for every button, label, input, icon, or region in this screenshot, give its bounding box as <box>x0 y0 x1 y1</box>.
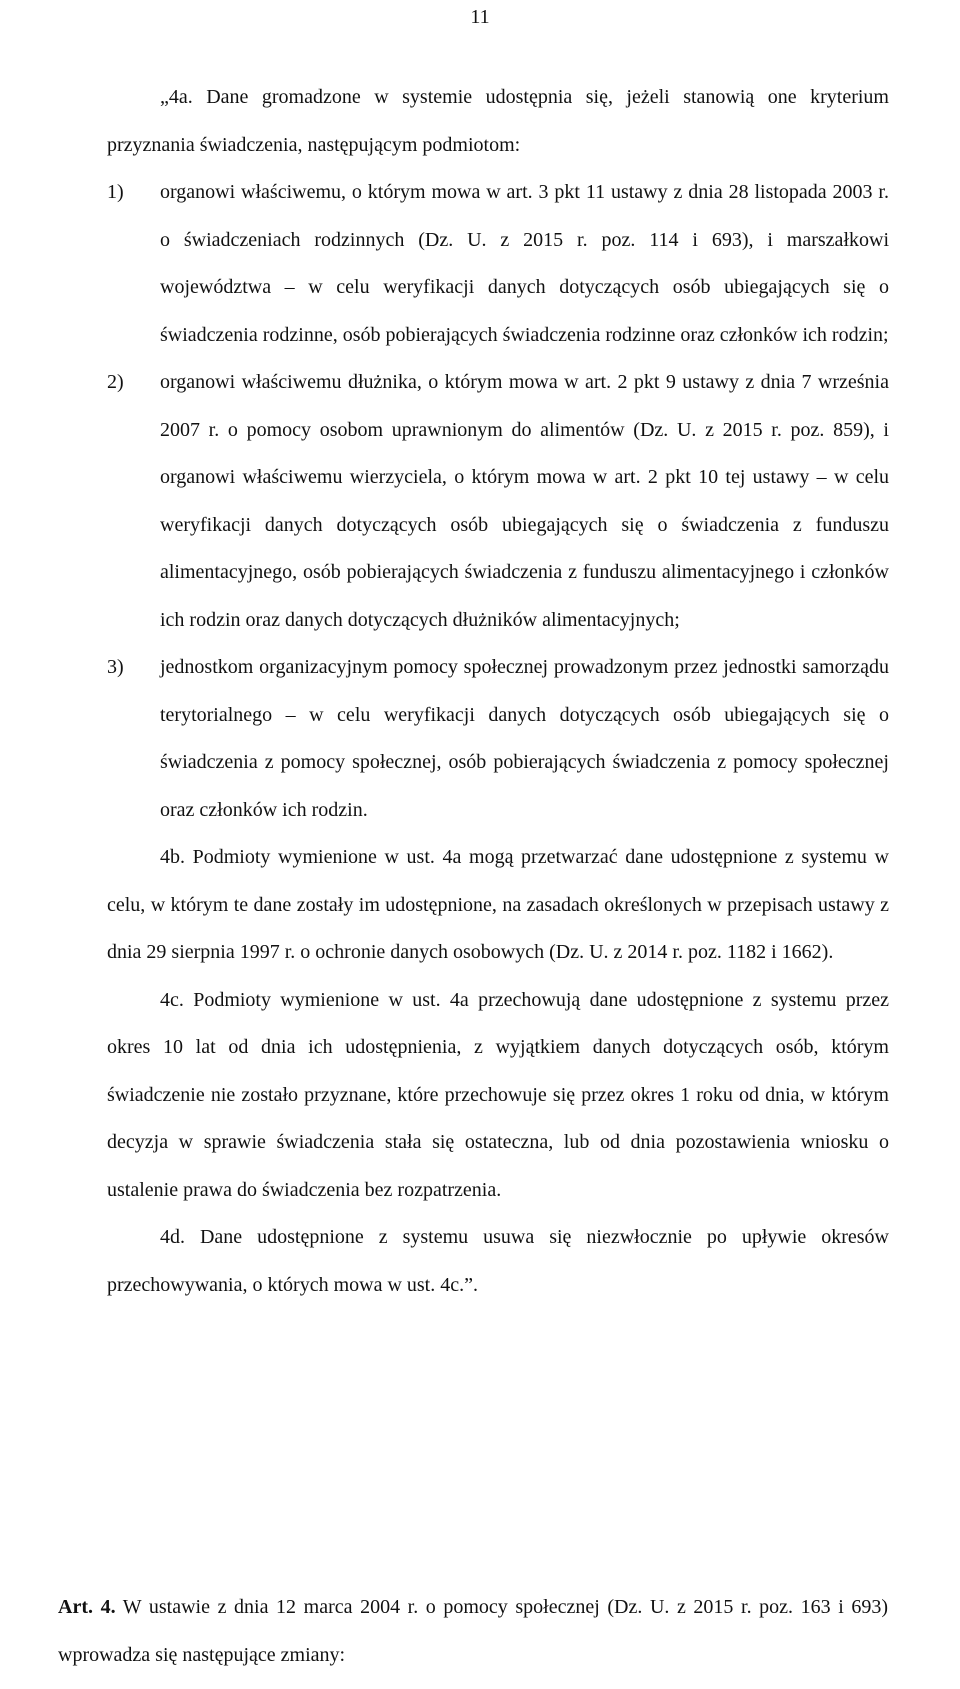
article-text: W ustawie z dnia 12 marca 2004 r. o pomocy społecznej (Dz. U. z 2015 r. poz. 163 i 693) wprowadza się następujące zmiany: <box>58 1596 888 1666</box>
page-number: 11 <box>470 6 490 28</box>
article-label: Art. 4. <box>58 1596 116 1618</box>
list-item-text: jednostkom organizacyjnym pomocy społecznej prowadzonym przez jednostki samorządu terytorialnego – w celu weryfikacji danych dotyczących osób ubiegających się o świadczenia z pomocy społecznej, osób pobierających świadczenia z pomocy społecznej oraz członków ich rodzin. <box>160 656 889 821</box>
paragraph-4d: 4d. Dane udostępnione z systemu usuwa się niezwłocznie po upływie okresów przechowywania, o których mowa w ust. 4c.”. <box>107 1226 889 1296</box>
list-item <box>107 359 889 644</box>
list-item-number: 2) <box>107 371 124 393</box>
list-item-number: 1) <box>107 181 124 203</box>
list-item-text: organowi właściwemu dłużnika, o którym mowa w art. 2 pkt 9 ustawy z dnia 7 września 2007 r. o pomocy osobom uprawnionym do alimentów (Dz. U. z 2015 r. poz. 859), i organowi właściwemu wierzyciela, o którym mowa w art. 2 pkt 10 tej ustawy – w celu weryfikacji danych dotyczących osób ubiegających się o świadczenia z funduszu alimentacyjnego, osób pobierających świadczenia z funduszu alimentacyjnego i członków ich rodzin oraz danych dotyczących dłużników alimentacyjnych; <box>160 371 889 631</box>
paragraph-4c: 4c. Podmioty wymienione w ust. 4a przechowują dane udostępnione z systemu przez okres 10 lat od dnia ich udostępnienia, z wyjątkiem danych dotyczących osób, którym świadczenie nie zostało przyznane, które przechowuje się przez okres 1 roku od dnia, w którym decyzja w sprawie świadczenia stała się ostateczna, lub od dnia pozostawienia wniosku o ustalenie prawa do świadczenia bez rozpatrzenia. <box>107 988 889 1201</box>
list-item-number: 3) <box>107 656 124 678</box>
document-body <box>107 74 889 1309</box>
article-4 <box>58 1584 888 1679</box>
list-item-text: organowi właściwemu, o którym mowa w art. 3 pkt 11 ustawy z dnia 28 listopada 2003 r. o świadczeniach rodzinnych (Dz. U. z 2015 r. poz. 114 i 693), i marszałkowi województwa – w celu weryfikacji danych dotyczących osób ubiegających się o świadczenia rodzinne, osób pobierających świadczenia rodzinne oraz członków ich rodzin; <box>160 181 889 346</box>
paragraph-4b: 4b. Podmioty wymienione w ust. 4a mogą przetwarzać dane udostępnione z systemu w celu, w którym te dane zostały im udostępnione, na zasadach określonych w przepisach ustawy z dnia 29 sierpnia 1997 r. o ochronie danych osobowych (Dz. U. z 2014 r. poz. 1182 i 1662). <box>107 846 889 963</box>
list-item <box>107 644 889 834</box>
paragraph-4a-intro: „4a. Dane gromadzone w systemie udostępnia się, jeżeli stanowią one kryterium przyznania świadczenia, następującym podmiotom: <box>107 86 889 156</box>
list-item <box>107 169 889 359</box>
